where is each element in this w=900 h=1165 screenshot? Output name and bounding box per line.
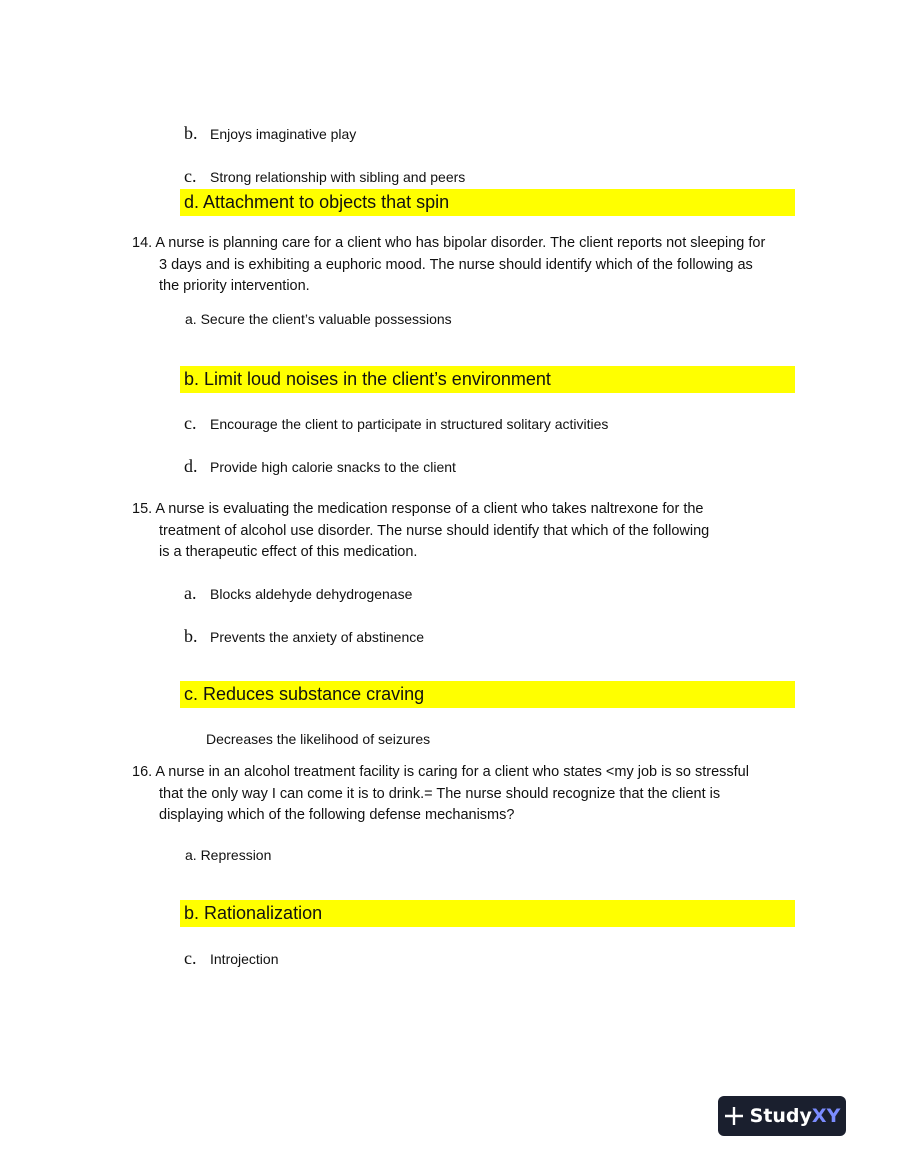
option-text: Prevents the anxiety of abstinence xyxy=(210,629,425,645)
q14-correct-answer: b. Limit loud noises in the client’s environment xyxy=(180,366,795,393)
q14-option-c xyxy=(184,413,608,434)
plus-icon xyxy=(724,1106,744,1126)
question-line: the priority intervention. xyxy=(159,278,310,294)
option-letter: b. xyxy=(184,123,198,143)
option-text: Enjoys imaginative play xyxy=(210,126,357,142)
studyxy-logo[interactable] xyxy=(718,1096,846,1136)
q15-stem xyxy=(132,499,792,564)
option-text: Strong relationship with sibling and peers xyxy=(210,169,466,185)
question-line: that the only way I can come it is to drink.= The nurse should recognize that the client is xyxy=(159,785,721,802)
question-line: 16. A nurse in an alcohol treatment facility is caring for a client who states <my job is so stressful xyxy=(132,764,749,780)
question-line: 3 days and is exhibiting a euphoric mood. The nurse should identify which of the following as xyxy=(159,256,753,273)
q15-option-d: Decreases the likelihood of seizures xyxy=(206,731,431,747)
question-line: displaying which of the following defense mechanisms? xyxy=(159,807,515,823)
option-letter: b. xyxy=(184,626,198,646)
q14-stem xyxy=(132,233,792,298)
brand-name-main: Study xyxy=(749,1105,812,1127)
option-letter: c. xyxy=(184,413,197,433)
option-letter: c. xyxy=(184,166,197,186)
option-letter: d. xyxy=(184,456,198,476)
q14-option-d xyxy=(184,456,456,477)
option-letter: a. xyxy=(184,583,197,603)
option-text: Blocks aldehyde dehydrogenase xyxy=(210,586,413,602)
q15-correct-answer: c. Reduces substance craving xyxy=(180,681,795,708)
question-line: 15. A nurse is evaluating the medication response of a client who takes naltrexone for the xyxy=(132,501,704,517)
option-text: Encourage the client to participate in structured solitary activities xyxy=(210,416,609,432)
q13-option-b xyxy=(184,123,356,144)
question-line: is a therapeutic effect of this medication. xyxy=(159,544,418,560)
q13-option-c xyxy=(184,166,465,187)
option-letter: c. xyxy=(184,948,197,968)
q16-stem xyxy=(132,762,792,827)
q16-option-a: a. Repression xyxy=(185,847,272,863)
option-text: Introjection xyxy=(210,951,279,967)
q15-option-a xyxy=(184,583,412,604)
question-line: 14. A nurse is planning care for a client who has bipolar disorder. The client reports not sleeping for xyxy=(132,235,766,251)
brand-name-accent: XY xyxy=(811,1105,841,1127)
option-text: Provide high calorie snacks to the client xyxy=(210,459,456,475)
q16-option-c xyxy=(184,948,278,969)
question-line: treatment of alcohol use disorder. The nurse should identify that which of the following xyxy=(159,522,710,539)
q13-correct-answer: d. Attachment to objects that spin xyxy=(180,189,795,216)
brand-name xyxy=(750,1105,841,1127)
q16-correct-answer: b. Rationalization xyxy=(180,900,795,927)
q15-option-b xyxy=(184,626,424,647)
q14-option-a: a. Secure the client’s valuable possessions xyxy=(185,311,452,327)
